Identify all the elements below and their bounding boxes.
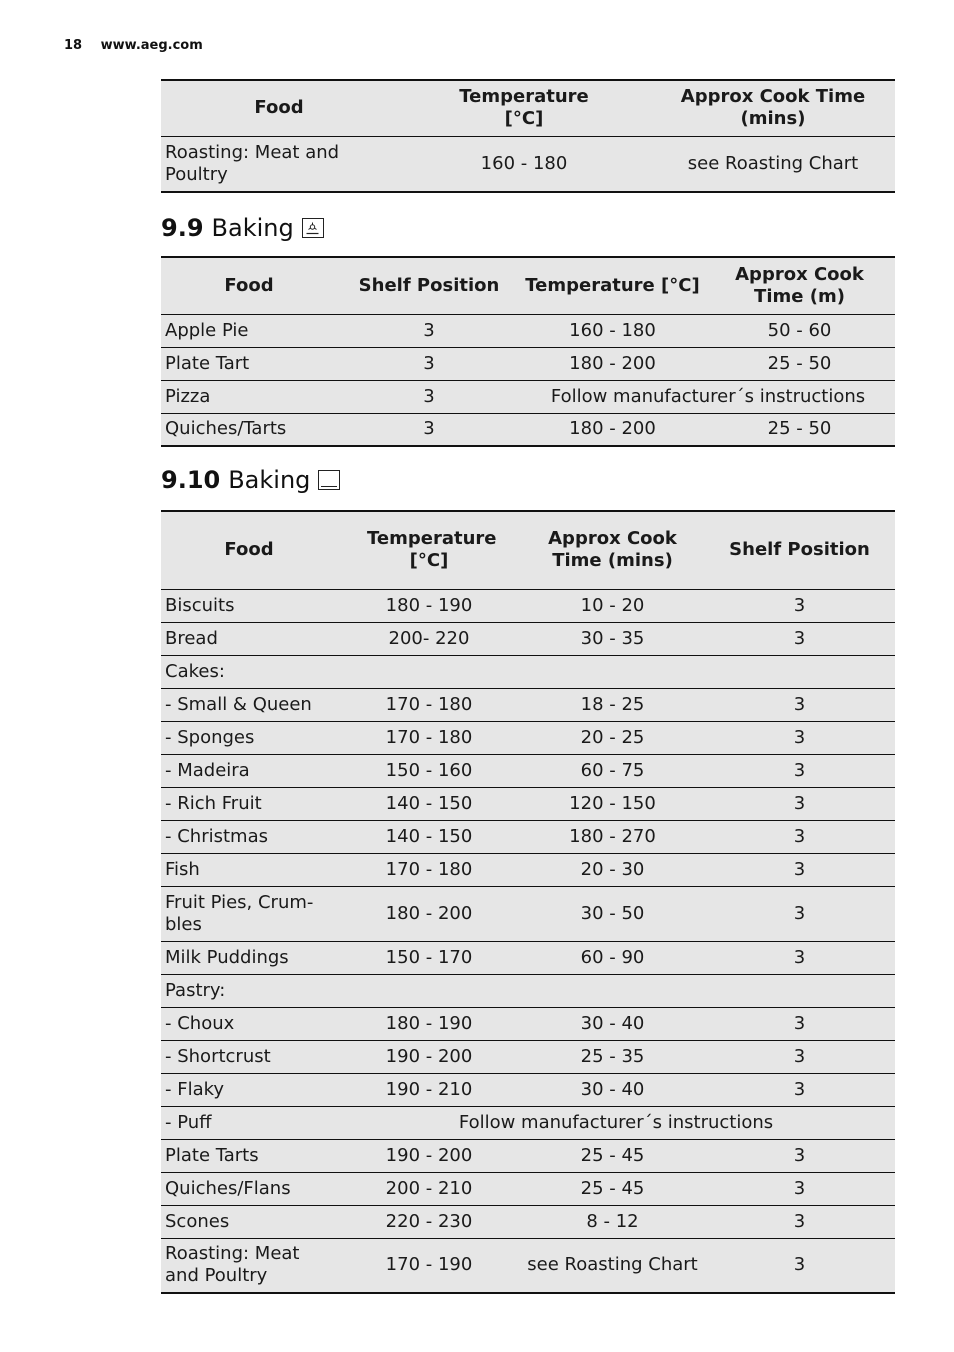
table-cell: 30 - 35 [521, 622, 704, 655]
table-cell: 30 - 40 [521, 1007, 704, 1040]
column-header: Shelf Position [337, 257, 521, 314]
table-cell: 30 - 50 [521, 886, 704, 941]
table-cell: 180 - 190 [337, 1007, 521, 1040]
table-cell: 180 - 190 [337, 589, 521, 622]
table-cell: 25 - 50 [704, 413, 895, 446]
table-cell: 180 - 200 [521, 413, 704, 446]
table-cell: 3 [337, 347, 521, 380]
table-cell: 160 - 180 [521, 314, 704, 347]
table-cell: 50 - 60 [704, 314, 895, 347]
column-header: Temperature [°C] [521, 257, 704, 314]
table-cell: 180 - 200 [337, 886, 521, 941]
table-cell: see Roasting Chart [651, 136, 895, 192]
roasting-table [161, 79, 895, 193]
table-cell: 3 [704, 1205, 895, 1238]
table-cell: Plate Tarts [161, 1139, 337, 1172]
section-title: Baking [211, 214, 294, 242]
section-heading-9-9 [161, 214, 324, 242]
table-row [161, 413, 895, 446]
table-row [161, 688, 895, 721]
table-cell: Apple Pie [161, 314, 337, 347]
table-cell: 3 [704, 886, 895, 941]
baking-table-9-9 [161, 256, 895, 447]
table-row [161, 941, 895, 974]
table-cell: 25 - 45 [521, 1172, 704, 1205]
table-header-row [161, 80, 895, 136]
table-header-row [161, 511, 895, 589]
table-cell: Bread [161, 622, 337, 655]
table-cell: - Sponges [161, 721, 337, 754]
baking-table-body [161, 589, 895, 1293]
table-row [161, 314, 895, 347]
table-cell: 10 - 20 [521, 589, 704, 622]
table-row [161, 589, 895, 622]
table-cell: 3 [704, 622, 895, 655]
table-cell: 20 - 25 [521, 721, 704, 754]
table-row [161, 886, 895, 941]
table-cell: 18 - 25 [521, 688, 704, 721]
column-header: Approx Cook Time (mins) [651, 80, 895, 136]
table-cell: 3 [704, 787, 895, 820]
table-cell: 190 - 210 [337, 1073, 521, 1106]
table-cell: Roasting: Meat and Poultry [161, 1238, 337, 1293]
table-cell: 25 - 50 [704, 347, 895, 380]
table-cell: 3 [337, 380, 521, 413]
table-cell: 3 [337, 413, 521, 446]
table-cell: - Shortcrust [161, 1040, 337, 1073]
table-cell: Fish [161, 853, 337, 886]
column-header: Approx Cook Time (mins) [521, 511, 704, 589]
table-cell: 190 - 200 [337, 1040, 521, 1073]
table-cell: Follow manufacturer´s instructions [521, 380, 895, 413]
column-header: Food [161, 511, 337, 589]
website-url: www.aeg.com [100, 38, 203, 53]
table-row [161, 347, 895, 380]
table-cell: 60 - 90 [521, 941, 704, 974]
table-cell: Milk Puddings [161, 941, 337, 974]
table-cell: Scones [161, 1205, 337, 1238]
table-row [161, 754, 895, 787]
table-row [161, 853, 895, 886]
table-cell: 170 - 180 [337, 721, 521, 754]
table-cell: 30 - 40 [521, 1073, 704, 1106]
table-cell: 3 [704, 1238, 895, 1293]
table-cell: 220 - 230 [337, 1205, 521, 1238]
section-number: 9.9 [161, 214, 204, 242]
table-cell: 170 - 190 [337, 1238, 521, 1293]
table-cell: 3 [704, 1040, 895, 1073]
table-row [161, 1139, 895, 1172]
table-row [161, 1172, 895, 1205]
table-cell: 8 - 12 [521, 1205, 704, 1238]
table-cell: 180 - 200 [521, 347, 704, 380]
table-cell: - Flaky [161, 1073, 337, 1106]
table-row [161, 1040, 895, 1073]
table-cell: - Small & Queen [161, 688, 337, 721]
table-cell: 3 [704, 688, 895, 721]
table-row [161, 974, 895, 1007]
table-cell: 150 - 160 [337, 754, 521, 787]
table-cell: Roasting: Meat and Poultry [161, 136, 397, 192]
table-cell: 170 - 180 [337, 853, 521, 886]
table-cell: Quiches/Tarts [161, 413, 337, 446]
table-cell: Quiches/Flans [161, 1172, 337, 1205]
table-cell: - Rich Fruit [161, 787, 337, 820]
table-cell: 170 - 180 [337, 688, 521, 721]
bottom-heat-icon [318, 470, 340, 490]
table-cell: 3 [704, 721, 895, 754]
table-cell: 3 [704, 754, 895, 787]
table-cell: - Madeira [161, 754, 337, 787]
table-cell: - Christmas [161, 820, 337, 853]
table-cell: 20 - 30 [521, 853, 704, 886]
baking-table-9-10 [161, 510, 895, 1294]
table-header-row [161, 257, 895, 314]
column-header: Food [161, 80, 397, 136]
table-cell: 3 [704, 1139, 895, 1172]
table-cell: 25 - 35 [521, 1040, 704, 1073]
table-cell: Fruit Pies, Crum-bles [161, 886, 337, 941]
table-row [161, 1007, 895, 1040]
section-heading-9-10 [161, 466, 340, 494]
table-cell: Plate Tart [161, 347, 337, 380]
table-cell: 3 [704, 1073, 895, 1106]
table-cell: 3 [704, 853, 895, 886]
table-row [161, 380, 895, 413]
table-cell: 160 - 180 [397, 136, 651, 192]
column-header: Temperature [°C] [397, 80, 651, 136]
page-header [64, 38, 203, 53]
table-cell: 3 [704, 941, 895, 974]
table-cell: Cakes: [161, 655, 895, 688]
table-cell: see Roasting Chart [521, 1238, 704, 1293]
table-cell: 3 [704, 589, 895, 622]
table-cell: 3 [704, 820, 895, 853]
section-number: 9.10 [161, 466, 221, 494]
column-header: Approx Cook Time (m) [704, 257, 895, 314]
table-row [161, 787, 895, 820]
table-cell: Pastry: [161, 974, 895, 1007]
table-cell: Follow manufacturer´s instructions [337, 1106, 895, 1139]
table-cell: - Choux [161, 1007, 337, 1040]
table-cell: 60 - 75 [521, 754, 704, 787]
table-cell: 3 [337, 314, 521, 347]
table-row [161, 622, 895, 655]
table-row [161, 1106, 895, 1139]
table-cell: 190 - 200 [337, 1139, 521, 1172]
table-cell: 3 [704, 1007, 895, 1040]
table-row [161, 721, 895, 754]
table-cell: Pizza [161, 380, 337, 413]
table-cell: Biscuits [161, 589, 337, 622]
column-header: Temperature [°C] [337, 511, 521, 589]
table-cell: 140 - 150 [337, 820, 521, 853]
fan-bake-icon [302, 218, 324, 238]
table-cell: 140 - 150 [337, 787, 521, 820]
table-cell: 200- 220 [337, 622, 521, 655]
page-number: 18 [64, 38, 83, 53]
table-row [161, 136, 895, 192]
table-row [161, 1238, 895, 1293]
table-cell: 200 - 210 [337, 1172, 521, 1205]
table-cell: - Puff [161, 1106, 337, 1139]
table-row [161, 1073, 895, 1106]
table-row [161, 1205, 895, 1238]
table-cell: 150 - 170 [337, 941, 521, 974]
table-row [161, 820, 895, 853]
column-header: Food [161, 257, 337, 314]
table-cell: 3 [704, 1172, 895, 1205]
table-cell: 120 - 150 [521, 787, 704, 820]
table-cell: 25 - 45 [521, 1139, 704, 1172]
section-title: Baking [228, 466, 311, 494]
table-row [161, 655, 895, 688]
column-header: Shelf Position [704, 511, 895, 589]
table-cell: 180 - 270 [521, 820, 704, 853]
